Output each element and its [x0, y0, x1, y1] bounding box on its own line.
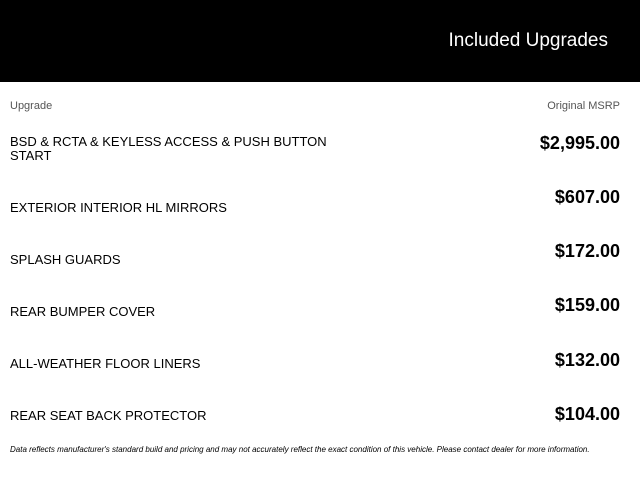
- upgrade-price: $607.00: [554, 187, 620, 207]
- upgrade-name: SPLASH GUARDS: [10, 252, 121, 267]
- upgrade-price: $132.00: [554, 350, 620, 370]
- upgrade-name: ALL-WEATHER FLOOR LINERS: [10, 356, 201, 371]
- msrp-column-header: Original MSRP: [547, 100, 620, 112]
- disclaimer-text: Data reflects manufacturer's standard build and pricing and may not accurately reflect the exact condition of this vehicle. Please contact dealer for more information.: [10, 445, 590, 454]
- page-title: Included Upgrades: [448, 30, 608, 51]
- upgrade-name: REAR BUMPER COVER: [10, 304, 156, 319]
- upgrade-price: $2,995.00: [539, 133, 620, 153]
- header-bar: [0, 0, 640, 82]
- upgrade-column-header: Upgrade: [10, 100, 53, 112]
- upgrade-price: $104.00: [554, 404, 620, 424]
- upgrade-name: BSD & RCTA & KEYLESS ACCESS & PUSH BUTTON START: [10, 134, 327, 163]
- upgrade-name: REAR SEAT BACK PROTECTOR: [10, 408, 207, 423]
- upgrade-name: EXTERIOR INTERIOR HL MIRRORS: [10, 200, 227, 215]
- upgrade-price: $172.00: [554, 241, 620, 261]
- upgrade-price: $159.00: [554, 295, 620, 315]
